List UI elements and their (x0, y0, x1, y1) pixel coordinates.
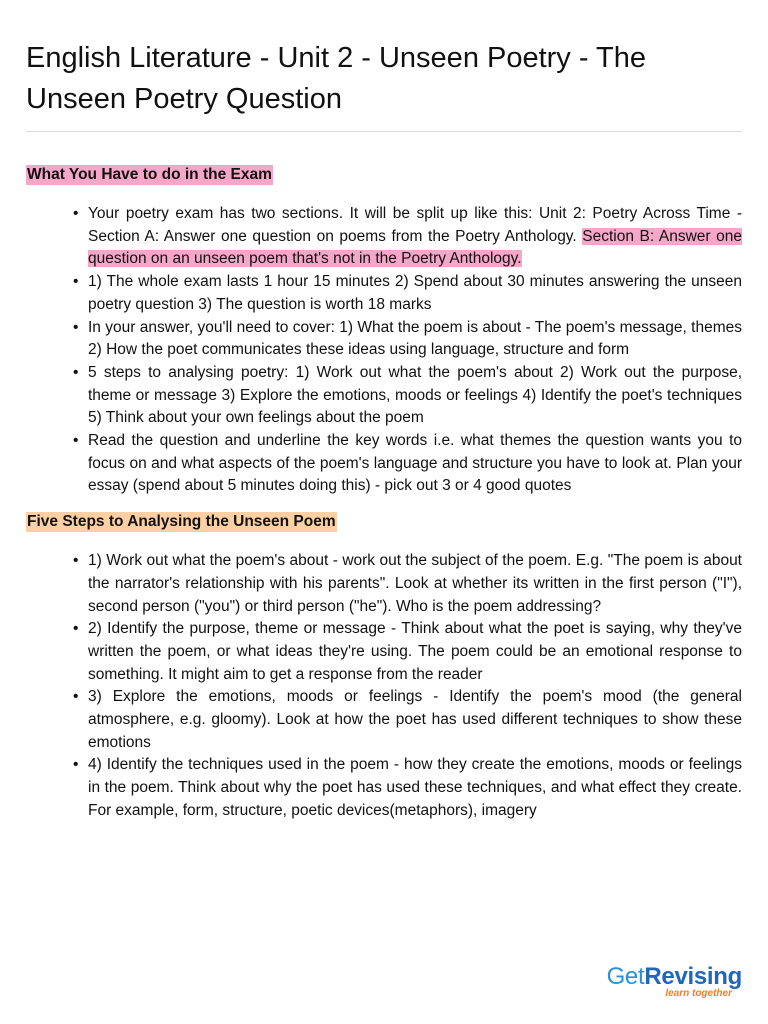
getrevising-logo[interactable] (607, 963, 742, 999)
section-five-steps (26, 498, 742, 822)
logo-word-get: Get (606, 963, 645, 990)
list-item: • Read the question and underline the key words i.e. what themes the question wants you to focus on and what aspects of the poem's language and structure you have to look at. Plan your essay (spend about 5 minutes doing this) - pick out 3 or 4 good quotes (88, 430, 742, 498)
logo-wordmark (607, 963, 742, 991)
bullet-list (26, 550, 742, 822)
list-item: • 2) Identify the purpose, theme or message - Think about what the poet is saying, why they've written the poem, or what ideas they're using. The poem could be an emotional response to something. It might aim to get a response from the reader (88, 618, 742, 686)
list-item-text: Your poetry exam has two sections. It will be split up like this: Unit 2: Poetry Across Time - Section A: Answer one question on poems from the Poetry Anthology. (88, 205, 742, 245)
highlighted-text: Section B: Answer one question on an unseen poem that's not in the Poetry Anthology. (88, 227, 742, 268)
section-heading: Five Steps to Analysing the Unseen Poem (27, 513, 336, 531)
logo-tagline: learn together (665, 988, 732, 999)
list-item: • In your answer, you'll need to cover: 1) What the poem is about - The poem's message, themes 2) How the poet communicates these ideas using language, structure and form (88, 317, 742, 362)
list-item: • 4) Identify the techniques used in the poem - how they create the emotions, moods or feelings in the poem. Think about why the poet has used these techniques, and what effect they create. For example, form, structure, poetic devices(metaphors), imagery (88, 754, 742, 822)
bullet-list (26, 203, 742, 498)
list-item: • 5 steps to analysing poetry: 1) Work out what the poem's about 2) Work out the purpose, theme or message 3) Explore the emotions, moods or feelings 4) Identify the poet's techniques 5) Think about your own feelings about the poem (88, 362, 742, 430)
section-exam (26, 132, 742, 498)
document-page (26, 0, 742, 1024)
list-item: • 1) Work out what the poem's about - work out the subject of the poem. E.g. "The poem is about the narrator's relationship with his parents". Look at whether its written in the first person ("I"), second person ("you") or third person ("he"). Who is the poem addressing? (88, 550, 742, 618)
list-item (88, 203, 742, 271)
page-title: English Literature - Unit 2 - Unseen Poetry - The Unseen Poetry Question (26, 42, 647, 115)
section-heading: What You Have to do in the Exam (27, 166, 272, 183)
list-item: • 3) Explore the emotions, moods or feelings - Identify the poem's mood (the general atmosphere, e.g. gloomy). Look at how the poet has used different techniques to show these emotions (88, 686, 742, 754)
list-item: • 1) The whole exam lasts 1 hour 15 minutes 2) Spend about 30 minutes answering the unseen poetry question 3) The question is worth 18 marks (88, 271, 742, 316)
logo-word-revising: Revising (644, 963, 742, 990)
